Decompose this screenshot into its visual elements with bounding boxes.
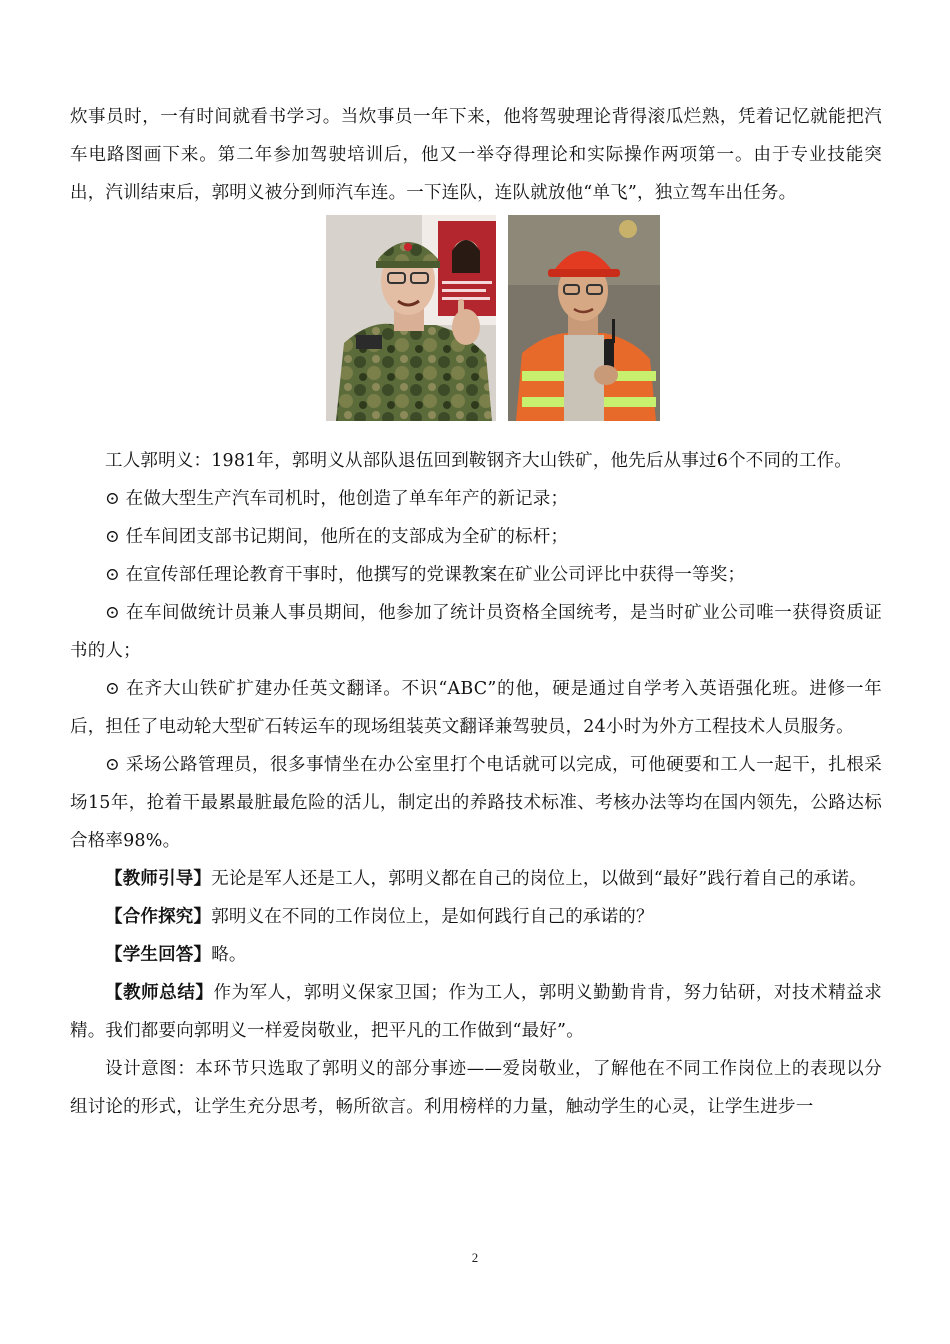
- bullet-symbol: ⊙: [105, 679, 120, 699]
- bullet-item: ⊙ 采场公路管理员，很多事情坐在办公室里打个电话就可以完成，可他硬要和工人一起干，扎根采场15年，抢着干最累最脏最危险的活儿，制定出的养路技术标准、考核办法等均在国内领先，公路达标合格率98%。: [70, 755, 882, 851]
- student-answer-label: 【学生回答】: [105, 945, 212, 965]
- bullet-item: ⊙ 在宣传部任理论教育干事时，他撰写的党课教案在矿业公司评比中获得一等奖；: [105, 565, 746, 585]
- bullet-symbol: ⊙: [105, 489, 120, 509]
- bullet-symbol: ⊙: [105, 603, 120, 623]
- student-answer: 【学生回答】略。: [105, 945, 247, 965]
- bullet-symbol: ⊙: [105, 527, 120, 547]
- coop-explore: 【合作探究】郭明义在不同的工作岗位上，是如何践行自己的承诺的？: [105, 907, 654, 927]
- coop-explore-label: 【合作探究】: [105, 907, 212, 927]
- bullet-item: ⊙ 任车间团支部书记期间，他所在的支部成为全矿的标杆；: [105, 527, 569, 547]
- text-main: [70, 442, 882, 1126]
- teacher-summary: 【教师总结】作为军人，郭明义保家卫国；作为工人，郭明义勤勤肯肯，努力钻研，对技术精益求精。我们都要向郭明义一样爱岗敬业，把平凡的工作做到“最好”。: [70, 983, 883, 1041]
- worker-intro: 工人郭明义：1981年，郭明义从部队退伍回到鞍钢齐大山铁矿，他先后从事过6个不同的工作。: [105, 451, 852, 471]
- text-top: [70, 98, 882, 212]
- bullet-symbol: ⊙: [105, 565, 120, 585]
- bullet-symbol: ⊙: [105, 755, 120, 775]
- teacher-guide-label: 【教师引导】: [105, 869, 212, 889]
- teacher-summary-label: 【教师总结】: [105, 983, 214, 1003]
- design-intent: 设计意图：本环节只选取了郭明义的部分事迹——爱岗敬业，了解他在不同工作岗位上的表现以分组讨论的形式，让学生充分思考，畅所欲言。利用榜样的力量，触动学生的心灵，让学生进步一: [70, 1059, 882, 1117]
- photo-worker: [508, 215, 660, 421]
- page-number: 2: [471, 1250, 479, 1265]
- photo-soldier: [326, 215, 496, 421]
- bullet-item: ⊙ 在齐大山铁矿扩建办任英文翻译。不识“ABC”的他，硬是通过自学考入英语强化班。进修一年后，担任了电动轮大型矿石转运车的现场组装英文翻译兼驾驶员，24小时为外方工程技术人员服务。: [70, 679, 882, 737]
- bullet-item: ⊙ 在车间做统计员兼人事员期间，他参加了统计员资格全国统考，是当时矿业公司唯一获得资质证书的人；: [70, 603, 882, 661]
- photo-row: [326, 215, 666, 421]
- top-paragraph: 炊事员时，一有时间就看书学习。当炊事员一年下来，他将驾驶理论背得滚瓜烂熟，凭着记忆就能把汽车电路图画下来。第二年参加驾驶培训后，他又一举夺得理论和实际操作两项第一。由于专业技能突出，汽训结束后，郭明义被分到师汽车连。一下连队，连队就放他“单飞”，独立驾车出任务。: [70, 107, 882, 203]
- bullet-item: ⊙ 在做大型生产汽车司机时，他创造了单车年产的新记录；: [105, 489, 569, 509]
- teacher-guide: 【教师引导】无论是军人还是工人，郭明义都在自己的岗位上，以做到“最好”践行着自己的承诺。: [105, 869, 867, 889]
